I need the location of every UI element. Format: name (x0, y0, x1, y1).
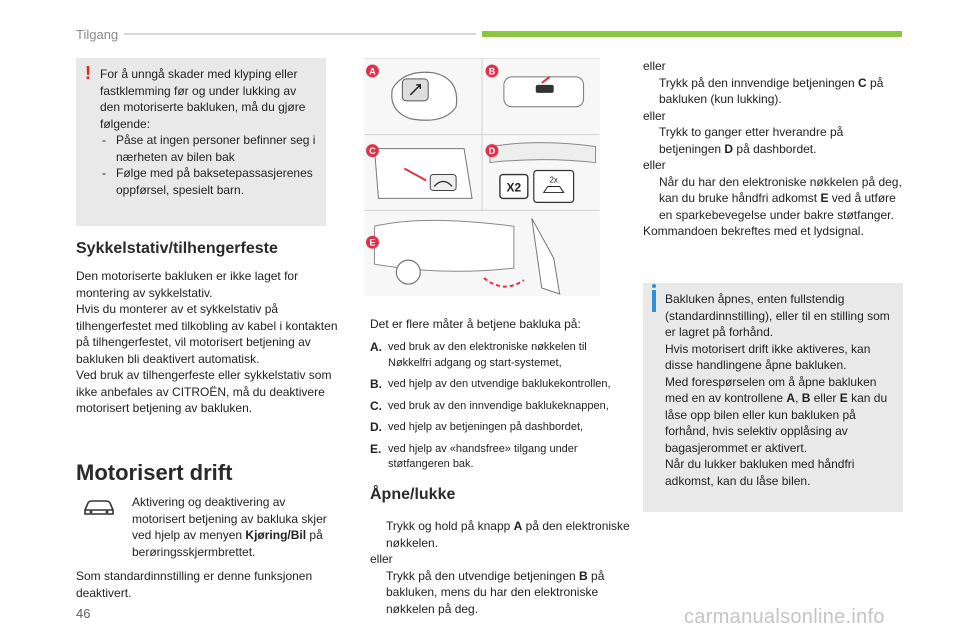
callout-e (366, 236, 379, 249)
page-number: 46 (76, 606, 91, 621)
callout-a (366, 64, 379, 77)
label-a: A (369, 66, 376, 77)
info-paragraph: Med forespørselen om å åpne bakluken med en av kontrollene A, B eller E kan du låse opp bilen eller kun bakluken på forhånd, hvis selektiv opplåsing av bagasjerommet er aktivert. (665, 374, 888, 455)
step-item: Når du har den elektroniske nøkkelen på deg, kan du bruke håndfri adkomst E ved å utføre en sparkebevegelse under bakre støtfanger. (659, 174, 902, 222)
exterior-button-illustration (504, 77, 584, 107)
rear-bumper-illustration (374, 218, 559, 294)
or-label: eller (643, 108, 666, 123)
dash-button-label: 2x (549, 175, 558, 185)
dashboard-illustration (490, 143, 596, 203)
step-item: Trykk og hold på knapp A på den elektroniske nøkkelen. (386, 519, 630, 550)
warning-intro: For å unngå skader med klyping eller fastklemming før og under lukking av den motoriserte bakluken, må du gjøre følgende: (100, 67, 306, 131)
label-c: C (369, 146, 376, 157)
motor-drive-default: Som standardinnstilling er denne funksjonen deaktivert. (76, 569, 313, 600)
label-e: E (369, 237, 376, 248)
warning-list (100, 132, 316, 198)
step-item: Trykk på den utvendige betjeningen B på bakluken, mens du har den elektroniske nøkkelen på deg. (386, 568, 605, 616)
list-item: C. ved bruk av den innvendige baklukeknappen, (370, 398, 609, 413)
open-close-heading: Åpne/lukke (370, 486, 456, 503)
x2-label: X2 (506, 180, 522, 195)
section-title: Tilgang (76, 27, 119, 42)
warning-item: - Påse at ingen personer befinner seg i nærheten av bilen bak (100, 132, 316, 165)
confirmation-text: Kommandoen bekreftes med et lydsignal. (643, 224, 864, 238)
warning-item: - Følge med på baksetepassasjerenes oppførsel, spesielt barn. (100, 165, 316, 198)
car-icon (82, 497, 116, 517)
section-accent-bar (482, 31, 902, 37)
info-box (643, 283, 903, 512)
callout-b (485, 64, 498, 77)
list-item: A. ved bruk av den elektroniske nøkkelen til Nøkkelfri adgang og start-systemet, (370, 340, 587, 369)
callout-c (366, 144, 379, 157)
warning-box (76, 58, 326, 226)
open-close-steps-continued (643, 58, 905, 240)
info-paragraph: Bakluken åpnes, enten fullstendig (standardinnstilling), eller til en stilling som er lagret på forhånd. (665, 292, 890, 339)
callout-d (485, 144, 498, 157)
or-label: eller (370, 552, 393, 566)
info-paragraph: Når du lukker bakluken med håndfri adkomst, kan du låse bilen. (665, 457, 855, 488)
label-d: D (488, 146, 496, 157)
ways-intro: Det er flere måter å betjene bakluka på: (370, 317, 581, 331)
bike-rack-text: Den motoriserte bakluken er ikke laget for montering av sykkelstativ. Hvis du monterer av et sykkelstativ på tilhengerfestet med tilkobling av kabel i kontakten på tilhengerfestet, vil motorisert betjening av bakluken bli deaktivert automatisk. Ved bruk av tilhengerfeste eller sykkelstativ som ikke anbefales av CITROËN, må du deaktivere motorisert betjening av bakluken. (76, 269, 338, 415)
step-item: Trykk på den innvendige betjeningen C på bakluken (kun lukking). (659, 75, 884, 106)
info-icon (652, 290, 656, 312)
label-b: B (488, 66, 496, 77)
tailgate-illustration (364, 58, 600, 296)
interior-button-illustration (374, 149, 472, 199)
watermark: carmanualsonline.info (684, 606, 885, 628)
or-label: eller (643, 158, 666, 172)
key-fob-illustration (392, 72, 457, 120)
motor-drive-heading: Motorisert drift (76, 460, 233, 485)
motor-drive-description: Aktivering og deaktivering av motorisert betjening av bakluka skjer ved hjelp av menyen Kjøring/Bil på berøringsskjermbrettet. (132, 495, 327, 559)
bike-rack-heading: Sykkelstativ/tilhengerfeste (76, 240, 278, 257)
list-item: D. ved hjelp av betjeningen på dashbordet, (370, 420, 584, 434)
list-item: B. ved hjelp av den utvendige baklukekontrollen, (370, 377, 611, 391)
step-item: Trykk to ganger etter hverandre på betjeningen D på dashbordet. (659, 125, 844, 156)
header-divider (124, 33, 476, 35)
open-close-steps (370, 518, 632, 617)
list-item: E. ved hjelp av «handsfree» tilgang under støtfangeren bak. (370, 441, 578, 470)
info-paragraph: Hvis motorisert drift ikke aktiveres, kan disse handlingene åpne bakluken. (665, 341, 871, 372)
or-label: eller (643, 59, 666, 73)
ways-list (370, 340, 632, 479)
warning-icon: ! (85, 63, 91, 83)
